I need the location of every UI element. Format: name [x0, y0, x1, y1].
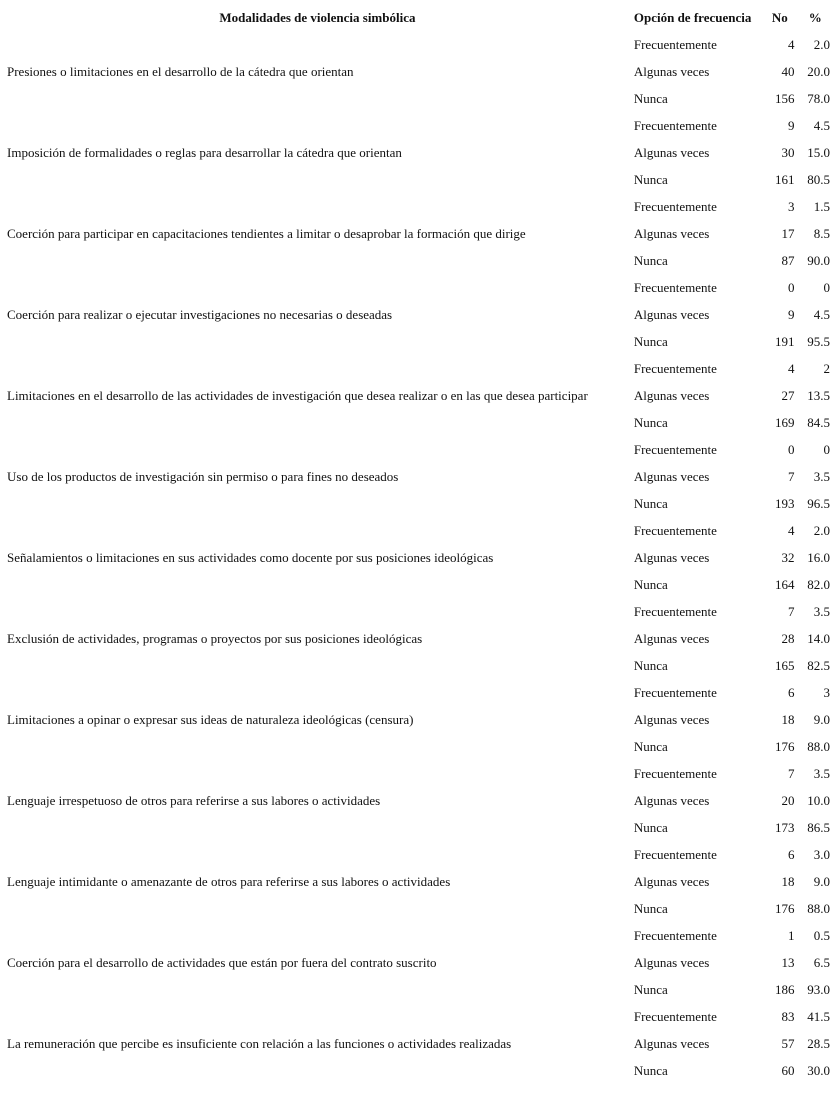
percent-cell: 2.0: [813, 523, 830, 538]
modalidad-cell: Coerción para el desarrollo de actividades que están por fuera del contrato suscrito: [7, 955, 437, 970]
percent-cell: 80.5: [807, 172, 830, 187]
percent-cell: 2: [823, 361, 830, 376]
opcion-cell: Nunca: [633, 577, 668, 592]
count-cell: 169: [774, 415, 795, 430]
opcion-cell: Frecuentemente: [633, 847, 717, 862]
count-cell: 18: [781, 874, 795, 889]
count-cell: 0: [787, 280, 795, 295]
opcion-cell: Algunas veces: [633, 307, 710, 322]
table-header: [4, 4, 833, 31]
opcion-cell: Algunas veces: [633, 874, 710, 889]
count-cell: 87: [781, 253, 795, 268]
modalidad-cell: Coerción para realizar o ejecutar investigaciones no necesarias o deseadas: [7, 307, 393, 322]
count-cell: 60: [781, 1063, 795, 1078]
opcion-cell: Algunas veces: [633, 64, 710, 79]
opcion-cell: Algunas veces: [633, 226, 710, 241]
opcion-cell: Algunas veces: [633, 1036, 710, 1051]
percent-cell: 88.0: [807, 739, 830, 754]
opcion-cell: Frecuentemente: [633, 37, 717, 52]
modalidad-cell: Coerción para participar en capacitaciones tendientes a limitar o desaprobar la formación que dirige: [7, 226, 526, 241]
opcion-cell: Nunca: [633, 415, 668, 430]
table-row: [4, 112, 833, 139]
count-cell: 27: [781, 388, 795, 403]
opcion-cell: Nunca: [633, 334, 668, 349]
count-cell: 40: [781, 64, 795, 79]
percent-cell: 88.0: [807, 901, 830, 916]
opcion-cell: Frecuentemente: [633, 685, 717, 700]
header-opcion: Opción de frecuencia: [633, 10, 752, 25]
percent-cell: 16.0: [807, 550, 830, 565]
count-cell: 176: [774, 739, 795, 754]
table-row: [4, 517, 833, 544]
percent-cell: 8.5: [813, 226, 830, 241]
count-cell: 164: [774, 577, 795, 592]
percent-cell: 0: [823, 280, 830, 295]
opcion-cell: Frecuentemente: [633, 280, 717, 295]
header-pct: %: [808, 10, 822, 25]
count-cell: 186: [774, 982, 795, 997]
opcion-cell: Nunca: [633, 91, 668, 106]
opcion-cell: Frecuentemente: [633, 442, 717, 457]
count-cell: 6: [787, 847, 795, 862]
table-row: [4, 31, 833, 58]
modalidad-cell: La remuneración que percibe es insuficiente con relación a las funciones o actividades realizadas: [7, 1036, 512, 1051]
table-row: [4, 760, 833, 787]
opcion-cell: Frecuentemente: [633, 118, 717, 133]
opcion-cell: Algunas veces: [633, 955, 710, 970]
opcion-cell: Nunca: [633, 739, 668, 754]
table-row: [4, 922, 833, 949]
percent-cell: 3.5: [813, 766, 830, 781]
opcion-cell: Algunas veces: [633, 793, 710, 808]
modalidad-cell: Limitaciones en el desarrollo de las actividades de investigación que desea realizar o en las que desea participar: [7, 388, 588, 403]
opcion-cell: Nunca: [633, 982, 668, 997]
percent-cell: 3.5: [813, 604, 830, 619]
table-row: [4, 436, 833, 463]
table-row: [4, 1003, 833, 1030]
percent-cell: 20.0: [807, 64, 830, 79]
opcion-cell: Algunas veces: [633, 469, 710, 484]
table-row: [4, 193, 833, 220]
count-cell: 4: [787, 523, 795, 538]
count-cell: 32: [781, 550, 795, 565]
opcion-cell: Frecuentemente: [633, 199, 717, 214]
count-cell: 83: [781, 1009, 795, 1024]
header-no: No: [771, 10, 788, 25]
opcion-cell: Algunas veces: [633, 712, 710, 727]
percent-cell: 90.0: [807, 253, 830, 268]
percent-cell: 15.0: [807, 145, 830, 160]
frequency-table: [4, 4, 833, 1084]
table-body: [4, 31, 833, 1084]
modalidad-cell: Lenguaje intimidante o amenazante de otros para referirse a sus labores o actividades: [7, 874, 451, 889]
percent-cell: 0: [823, 442, 830, 457]
percent-cell: 78.0: [807, 91, 830, 106]
count-cell: 9: [787, 118, 795, 133]
percent-cell: 30.0: [807, 1063, 830, 1078]
opcion-cell: Algunas veces: [633, 388, 710, 403]
opcion-cell: Nunca: [633, 820, 668, 835]
count-cell: 28: [781, 631, 795, 646]
count-cell: 193: [774, 496, 795, 511]
percent-cell: 14.0: [807, 631, 830, 646]
percent-cell: 0.5: [813, 928, 830, 943]
modalidad-cell: Señalamientos o limitaciones en sus actividades como docente por sus posiciones ideológicas: [7, 550, 494, 565]
percent-cell: 28.5: [807, 1036, 830, 1051]
count-cell: 7: [787, 766, 795, 781]
count-cell: 7: [787, 604, 795, 619]
percent-cell: 6.5: [813, 955, 830, 970]
percent-cell: 3.5: [813, 469, 830, 484]
count-cell: 161: [774, 172, 795, 187]
opcion-cell: Algunas veces: [633, 631, 710, 646]
count-cell: 6: [787, 685, 795, 700]
percent-cell: 82.5: [807, 658, 830, 673]
count-cell: 13: [781, 955, 795, 970]
percent-cell: 96.5: [807, 496, 830, 511]
count-cell: 173: [774, 820, 795, 835]
modalidad-cell: Uso de los productos de investigación sin permiso o para fines no deseados: [7, 469, 399, 484]
table-row: [4, 355, 833, 382]
count-cell: 30: [781, 145, 795, 160]
opcion-cell: Frecuentemente: [633, 361, 717, 376]
opcion-cell: Nunca: [633, 658, 668, 673]
percent-cell: 95.5: [807, 334, 830, 349]
header-modalidad: Modalidades de violencia simbólica: [219, 10, 416, 25]
table-row: [4, 274, 833, 301]
percent-cell: 86.5: [807, 820, 830, 835]
table-row: [4, 679, 833, 706]
count-cell: 18: [781, 712, 795, 727]
percent-cell: 82.0: [807, 577, 830, 592]
header-row: [4, 4, 833, 31]
opcion-cell: Nunca: [633, 1063, 668, 1078]
modalidad-cell: Presiones o limitaciones en el desarrollo de la cátedra que orientan: [7, 64, 354, 79]
opcion-cell: Nunca: [633, 172, 668, 187]
count-cell: 7: [787, 469, 795, 484]
count-cell: 4: [787, 361, 795, 376]
percent-cell: 84.5: [807, 415, 830, 430]
opcion-cell: Nunca: [633, 496, 668, 511]
count-cell: 17: [781, 226, 795, 241]
count-cell: 165: [774, 658, 795, 673]
percent-cell: 10.0: [807, 793, 830, 808]
count-cell: 156: [774, 91, 795, 106]
table-row: [4, 598, 833, 625]
percent-cell: 3.0: [813, 847, 830, 862]
opcion-cell: Frecuentemente: [633, 766, 717, 781]
count-cell: 1: [787, 928, 795, 943]
percent-cell: 41.5: [807, 1009, 830, 1024]
percent-cell: 9.0: [813, 712, 830, 727]
count-cell: 3: [787, 199, 795, 214]
opcion-cell: Algunas veces: [633, 145, 710, 160]
percent-cell: 13.5: [807, 388, 830, 403]
opcion-cell: Frecuentemente: [633, 1009, 717, 1024]
table-row: [4, 841, 833, 868]
percent-cell: 93.0: [807, 982, 830, 997]
percent-cell: 4.5: [813, 118, 830, 133]
count-cell: 9: [787, 307, 795, 322]
count-cell: 4: [787, 37, 795, 52]
opcion-cell: Frecuentemente: [633, 604, 717, 619]
opcion-cell: Frecuentemente: [633, 523, 717, 538]
modalidad-cell: Imposición de formalidades o reglas para desarrollar la cátedra que orientan: [7, 145, 402, 160]
opcion-cell: Frecuentemente: [633, 928, 717, 943]
count-cell: 0: [787, 442, 795, 457]
count-cell: 57: [781, 1036, 795, 1051]
opcion-cell: Nunca: [633, 253, 668, 268]
modalidad-cell: Exclusión de actividades, programas o proyectos por sus posiciones ideológicas: [7, 631, 423, 646]
opcion-cell: Algunas veces: [633, 550, 710, 565]
modalidad-cell: Lenguaje irrespetuoso de otros para referirse a sus labores o actividades: [7, 793, 381, 808]
percent-cell: 2.0: [813, 37, 830, 52]
count-cell: 20: [781, 793, 795, 808]
opcion-cell: Nunca: [633, 901, 668, 916]
percent-cell: 1.5: [813, 199, 830, 214]
modalidad-cell: Limitaciones a opinar o expresar sus ideas de naturaleza ideológicas (censura): [7, 712, 414, 727]
count-cell: 176: [774, 901, 795, 916]
percent-cell: 4.5: [813, 307, 830, 322]
percent-cell: 9.0: [813, 874, 830, 889]
count-cell: 191: [774, 334, 795, 349]
percent-cell: 3: [823, 685, 830, 700]
